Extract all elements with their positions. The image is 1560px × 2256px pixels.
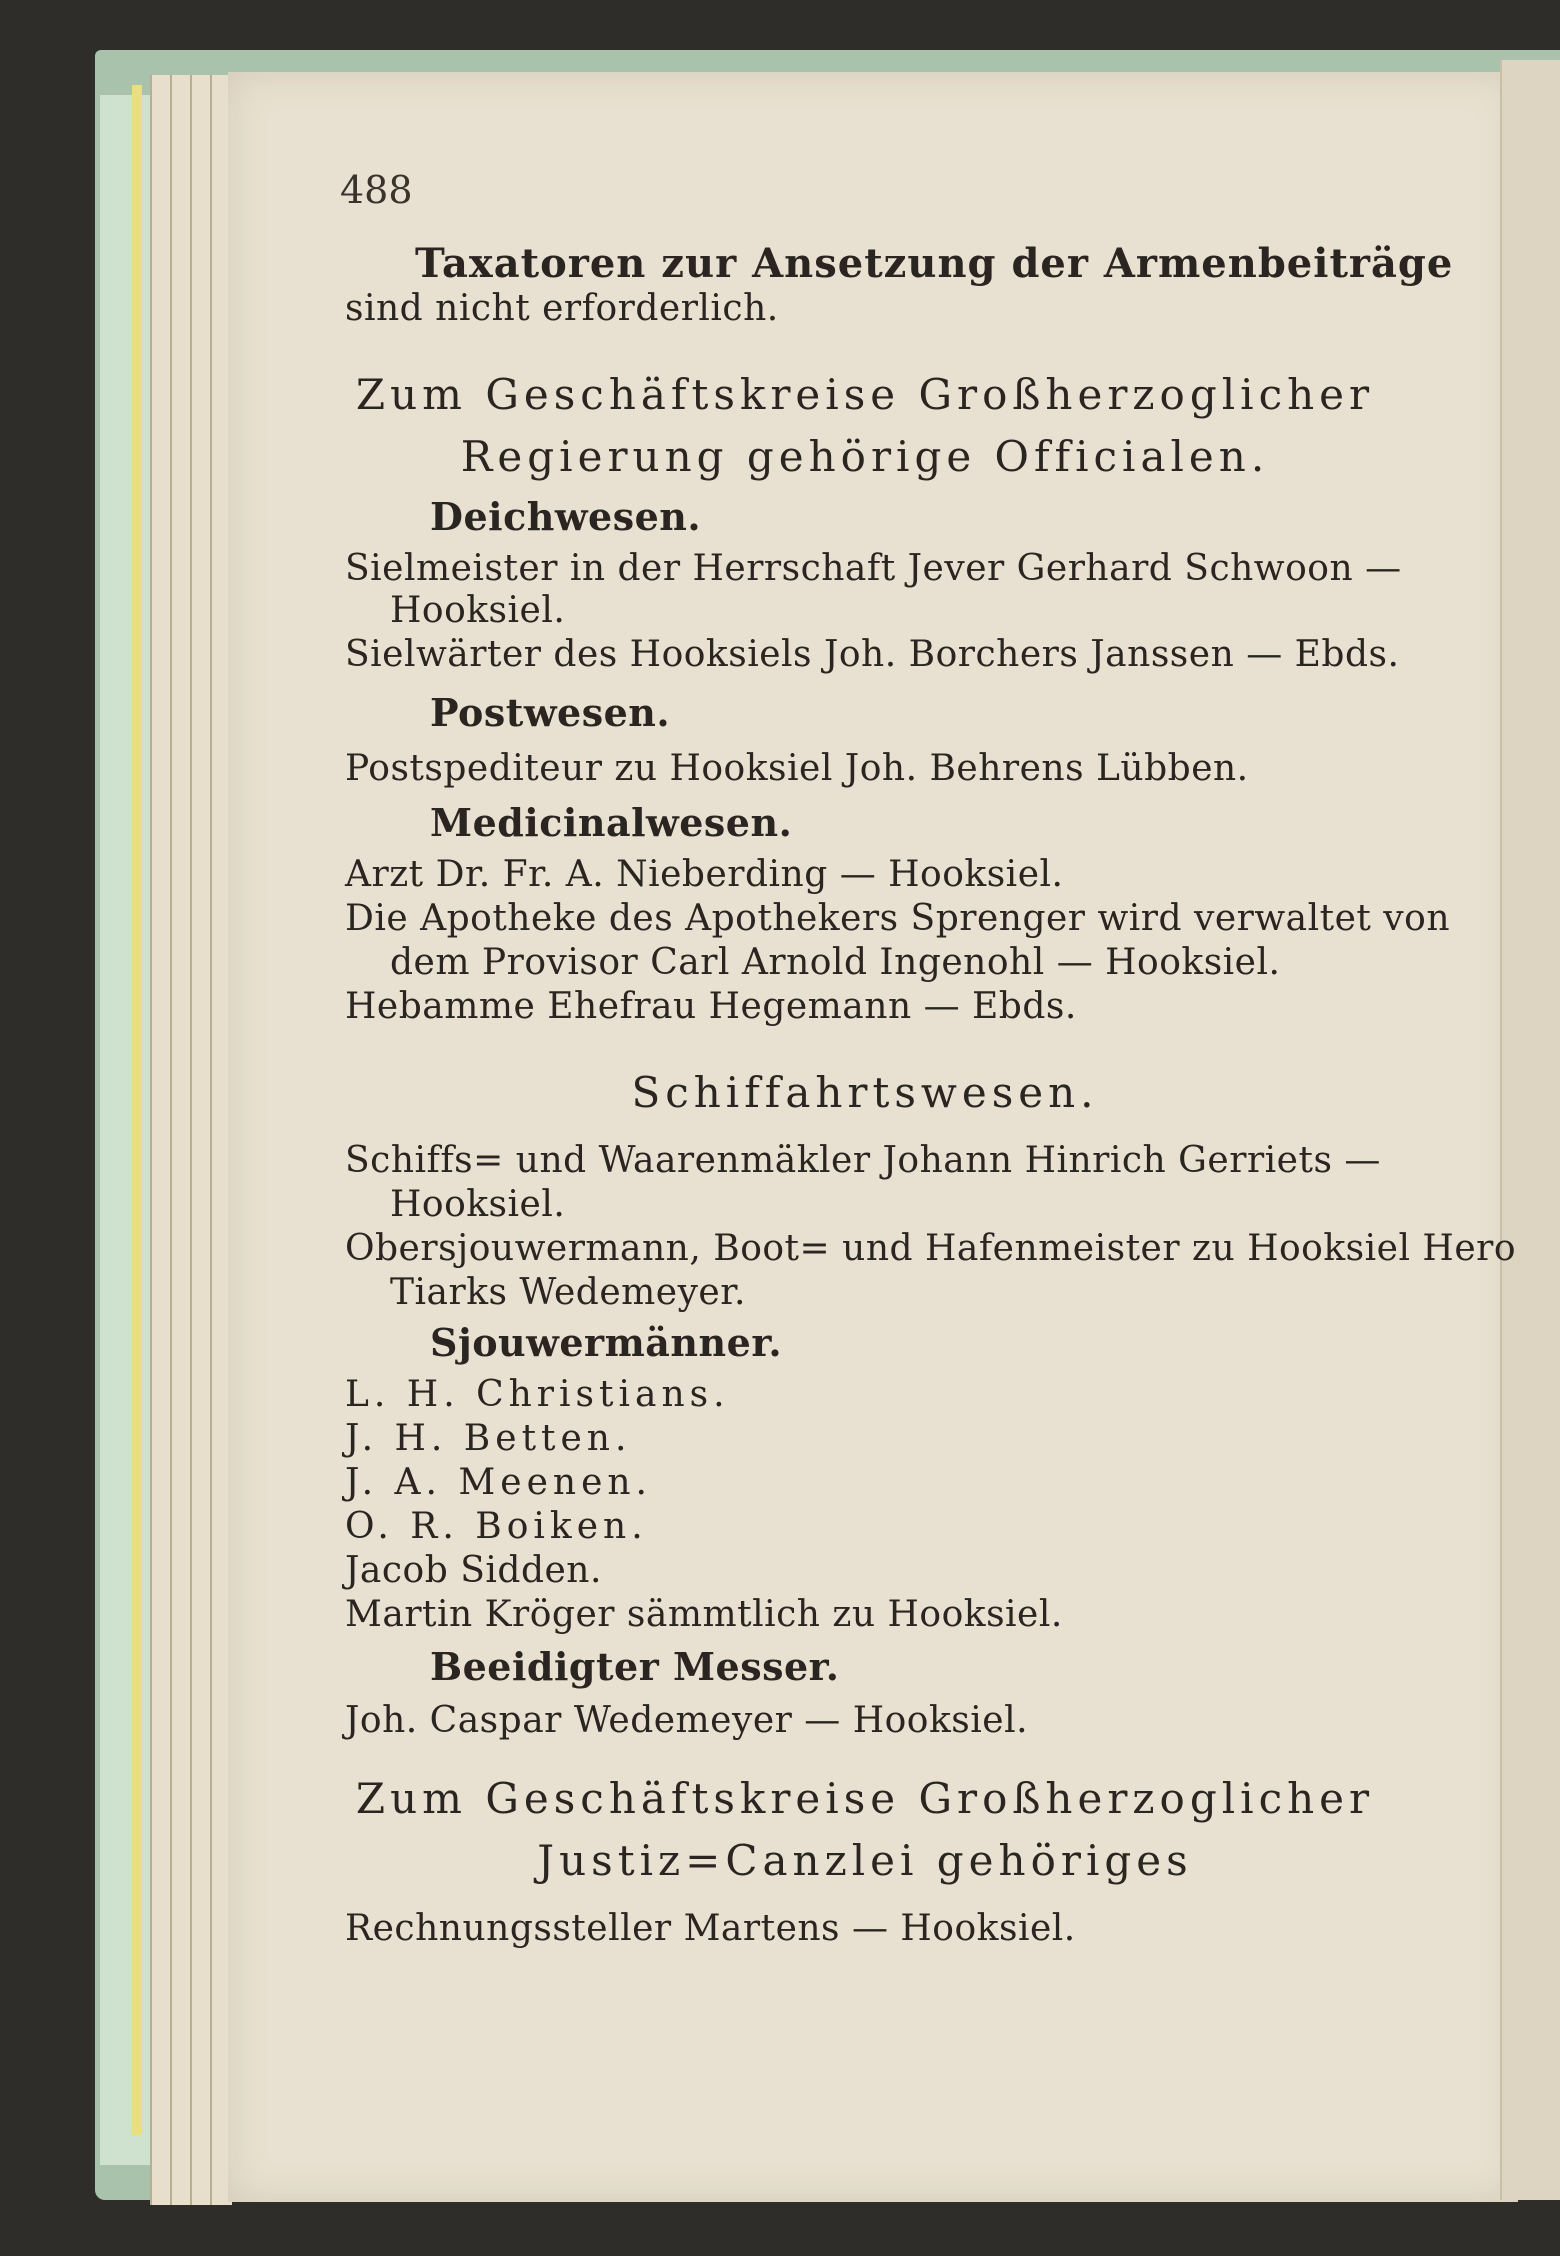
text-line: Sielwärter des Hooksiels Joh. Borchers Janssen — Ebds.	[345, 634, 1400, 675]
subsection-heading: Beeidigter Messer.	[430, 1644, 840, 1689]
text-line: Tiarks Wedemeyer.	[390, 1272, 746, 1313]
text-line: Hebamme Ehefrau Hegemann — Ebds.	[345, 986, 1077, 1027]
section-heading: Zum Geschäftskreise Großherzoglicher	[355, 1774, 1375, 1823]
text-line: sind nicht erforderlich.	[345, 288, 779, 329]
subsection-heading: Medicinalwesen.	[430, 800, 793, 845]
text-line: Joh. Caspar Wedemeyer — Hooksiel.	[345, 1700, 1029, 1741]
list-item: Martin Kröger sämmtlich zu Hooksiel.	[345, 1594, 1063, 1635]
text-line: Schiffs= und Waarenmäkler Johann Hinrich Gerriets —	[345, 1140, 1381, 1181]
text-line: Hooksiel.	[390, 1184, 566, 1225]
facing-page-edge	[1500, 60, 1560, 2200]
list-item: Jacob Sidden.	[345, 1550, 602, 1591]
section-heading: Schiffahrtswesen.	[631, 1068, 1099, 1117]
section-heading: Zum Geschäftskreise Großherzoglicher	[355, 370, 1375, 419]
list-item: O. R. Boiken.	[345, 1506, 648, 1547]
text-line: Postspediteur zu Hooksiel Joh. Behrens Lübben.	[345, 748, 1249, 789]
section-heading: Justiz=Canzlei gehöriges	[537, 1836, 1193, 1885]
page-edge	[132, 85, 142, 2135]
text-line: Sielmeister in der Herrschaft Jever Gerhard Schwoon —	[345, 548, 1402, 589]
list-item: J. H. Betten.	[345, 1418, 632, 1459]
text-line: Hooksiel.	[390, 590, 566, 631]
text-line: Rechnungssteller Martens — Hooksiel.	[345, 1908, 1076, 1949]
list-item: J. A. Meenen.	[345, 1462, 652, 1503]
section-heading: Regierung gehörige Officialen.	[460, 432, 1270, 481]
subsection-heading: Sjouwermänner.	[430, 1320, 783, 1365]
text-line: dem Provisor Carl Arnold Ingenohl — Hooksiel.	[390, 942, 1281, 983]
subsection-heading: Postwesen.	[430, 690, 671, 735]
list-item: L. H. Christians.	[345, 1374, 730, 1415]
subsection-heading: Deichwesen.	[430, 494, 702, 539]
text-line: Die Apotheke des Apothekers Sprenger wird verwaltet von	[345, 898, 1451, 939]
text-line: Arzt Dr. Fr. A. Nieberding — Hooksiel.	[345, 854, 1064, 895]
text-line: Obersjouwermann, Boot= und Hafenmeister zu Hooksiel Hero	[345, 1228, 1516, 1269]
section-title: Taxatoren zur Ansetzung der Armenbeiträge	[415, 240, 1454, 287]
page-number: 488	[340, 168, 413, 212]
